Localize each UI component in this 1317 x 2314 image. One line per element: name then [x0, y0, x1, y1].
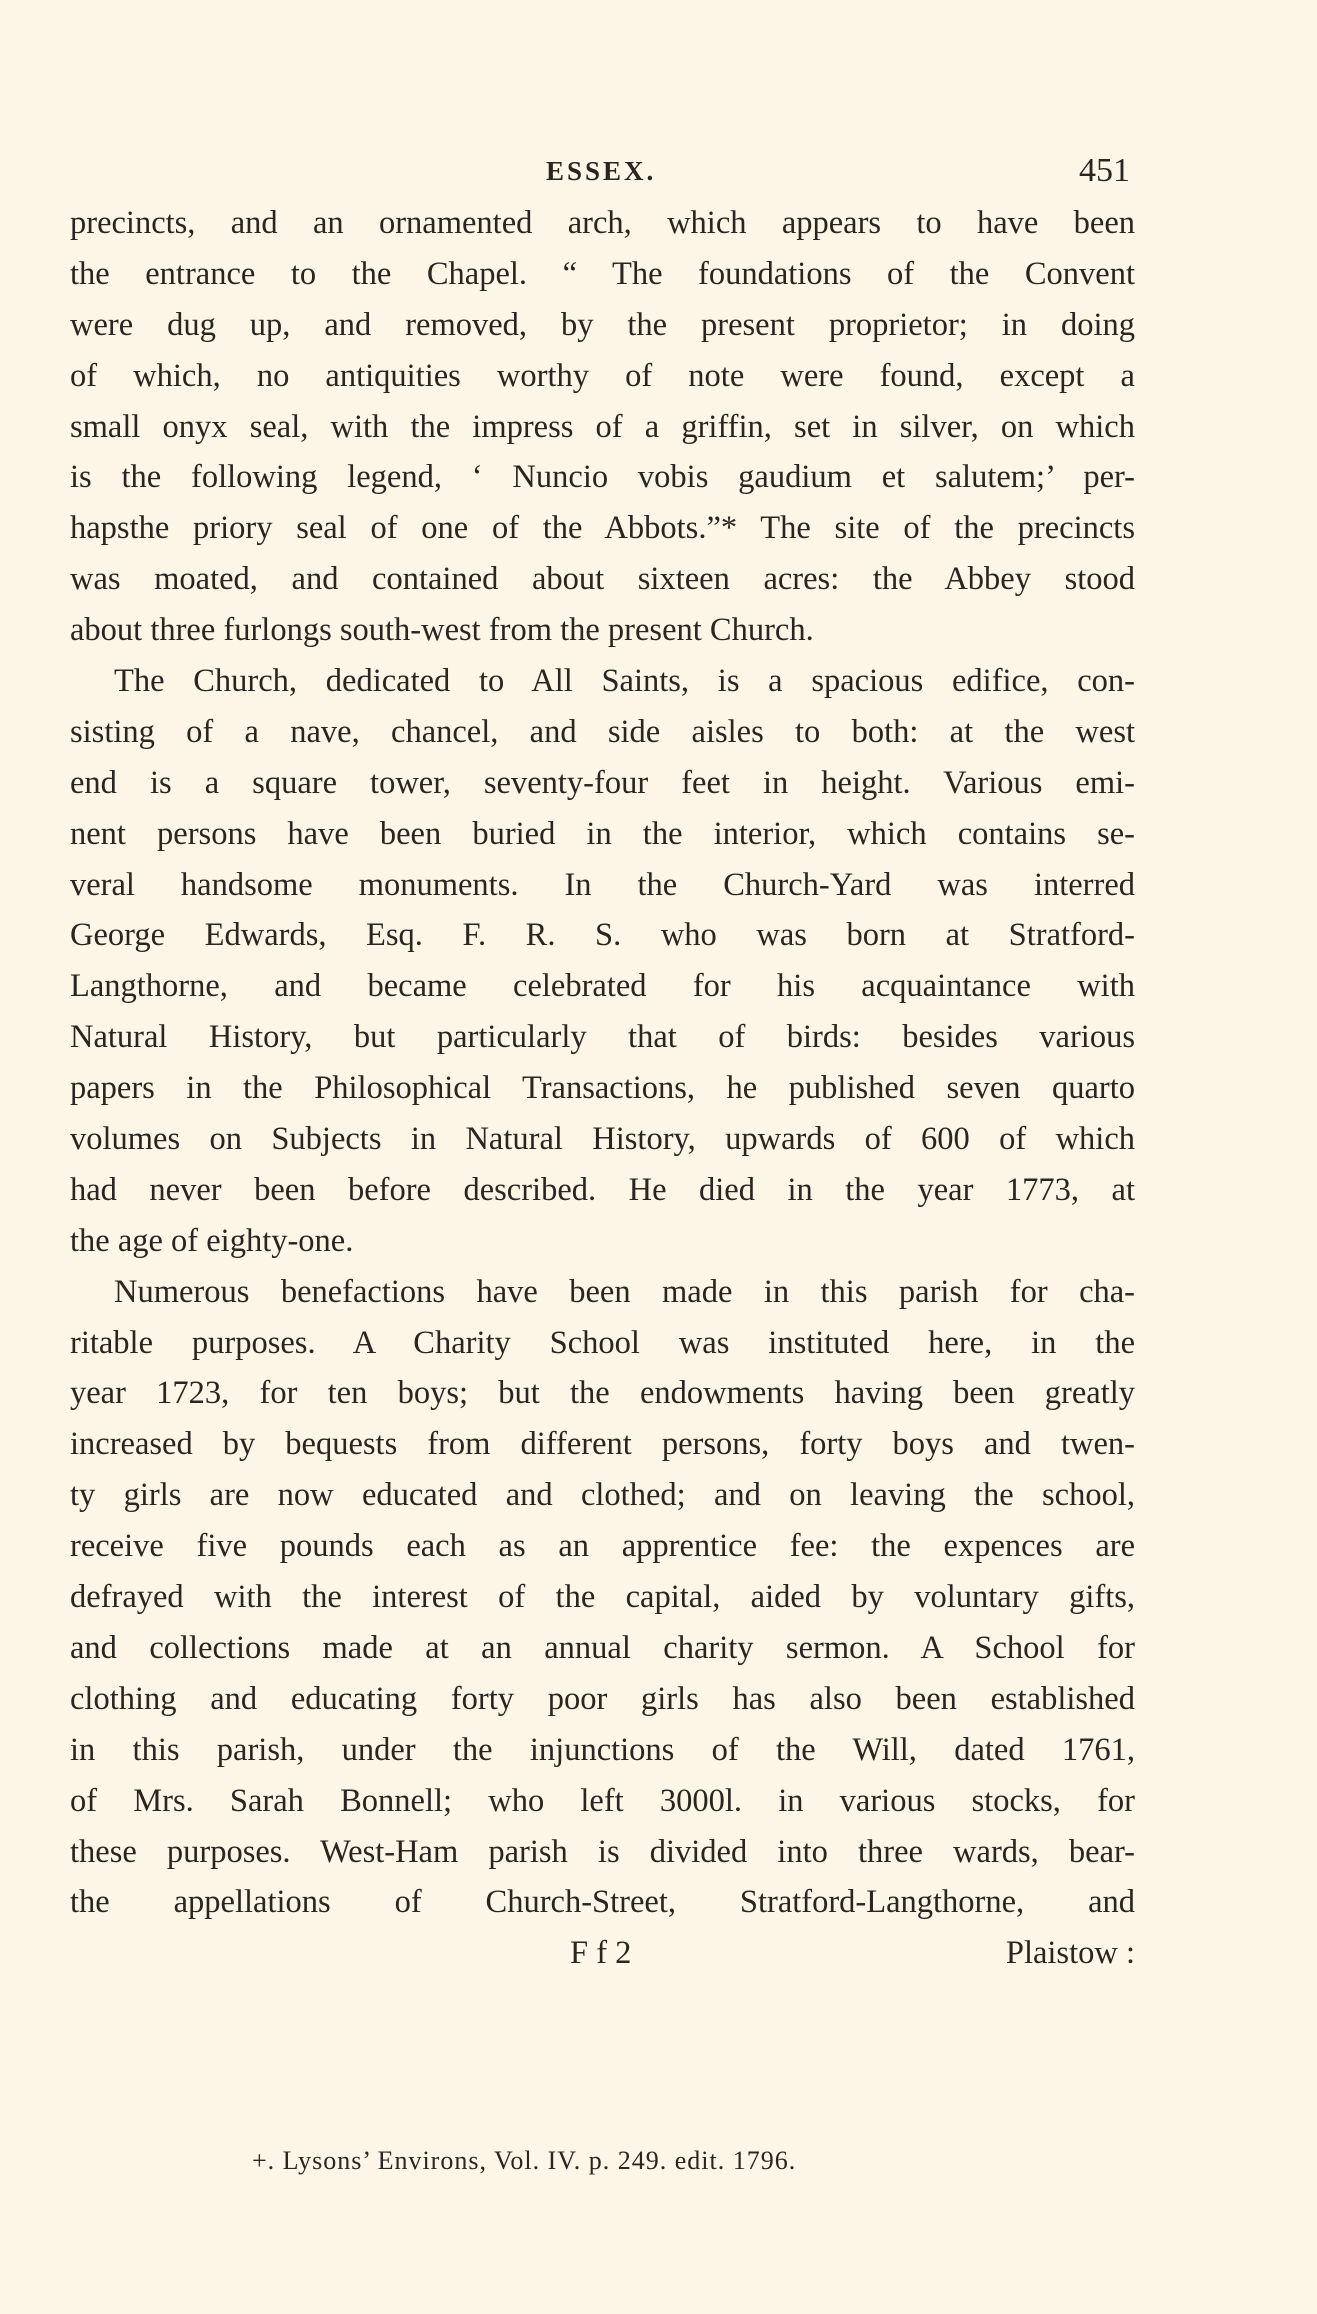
- text-line: increased by bequests from different persons, forty boys and twen-: [70, 1426, 1135, 1463]
- page-header: [70, 152, 1130, 192]
- text-line: of which, no antiquities worthy of note were found, except a: [70, 357, 1135, 394]
- text-line: hapsthe priory seal of one of the Abbots.”* The site of the precincts: [70, 510, 1135, 547]
- text-line: Natural History, but particularly that of birds: besides various: [70, 1019, 1135, 1056]
- text-line: the entrance to the Chapel. “ The foundations of the Convent: [70, 255, 1135, 292]
- text-line: and collections made at an annual charity sermon. A School for: [70, 1629, 1135, 1666]
- text-line: Numerous benefactions have been made in this parish for cha-: [114, 1273, 1135, 1310]
- body-text: [70, 198, 1135, 1979]
- text-line: precincts, and an ornamented arch, which appears to have been: [70, 205, 1135, 241]
- text-line: were dug up, and removed, by the present proprietor; in doing: [70, 306, 1135, 343]
- text-line: ty girls are now educated and clothed; and on leaving the school,: [70, 1477, 1135, 1514]
- text-line: year 1723, for ten boys; but the endowments having been greatly: [70, 1375, 1135, 1412]
- text-line: of Mrs. Sarah Bonnell; who left 3000l. in various stocks, for: [70, 1782, 1135, 1819]
- text-line: papers in the Philosophical Transactions, he published seven quarto: [70, 1070, 1135, 1107]
- text-line: nent persons have been buried in the interior, which contains se-: [70, 815, 1135, 852]
- text-line: defrayed with the interest of the capital, aided by voluntary gifts,: [70, 1579, 1135, 1616]
- text-line: sisting of a nave, chancel, and side aisles to both: at the west: [70, 713, 1135, 750]
- text-line: the appellations of Church-Street, Stratford-Langthorne, and: [70, 1884, 1135, 1921]
- text-line: is the following legend, ‘ Nuncio vobis gaudium et salutem;’ per-: [70, 459, 1135, 496]
- running-head: ESSEX.: [546, 156, 657, 186]
- text-line: Langthorne, and became celebrated for his acquaintance with: [70, 968, 1135, 1005]
- text-line: The Church, dedicated to All Saints, is a spacious edifice, con-: [114, 663, 1135, 700]
- text-line: ritable purposes. A Charity School was instituted here, in the: [70, 1324, 1135, 1361]
- text-line: receive five pounds each as an apprentice fee: the expences are: [70, 1528, 1135, 1565]
- text-line: about three furlongs south-west from the present Church.: [70, 612, 814, 649]
- footnote: +. Lysons’ Environs, Vol. IV. p. 249. edit. 1796.: [252, 2146, 797, 2175]
- text-line: these purposes. West-Ham parish is divided into three wards, bear-: [70, 1833, 1135, 1870]
- text-line: George Edwards, Esq. F. R. S. who was born at Stratford-: [70, 917, 1135, 954]
- text-line: end is a square tower, seventy-four feet in height. Various emi-: [70, 764, 1135, 801]
- text-line: had never been before described. He died in the year 1773, at: [70, 1171, 1135, 1208]
- signature-mark: F f 2: [570, 1935, 632, 1972]
- text-line: the age of eighty-one.: [70, 1222, 354, 1259]
- text-line: clothing and educating forty poor girls has also been established: [70, 1680, 1135, 1717]
- text-line: small onyx seal, with the impress of a griffin, set in silver, on which: [70, 408, 1135, 445]
- text-line: veral handsome monuments. In the Church-Yard was interred: [70, 866, 1135, 903]
- page-number: 451: [1079, 152, 1130, 189]
- catchword: Plaistow :: [1005, 1935, 1135, 1972]
- text-line: in this parish, under the injunctions of the Will, dated 1761,: [70, 1731, 1135, 1768]
- text-line: was moated, and contained about sixteen acres: the Abbey stood: [70, 561, 1135, 598]
- signature-line: [70, 1928, 1135, 1979]
- text-line: volumes on Subjects in Natural History, upwards of 600 of which: [70, 1121, 1135, 1158]
